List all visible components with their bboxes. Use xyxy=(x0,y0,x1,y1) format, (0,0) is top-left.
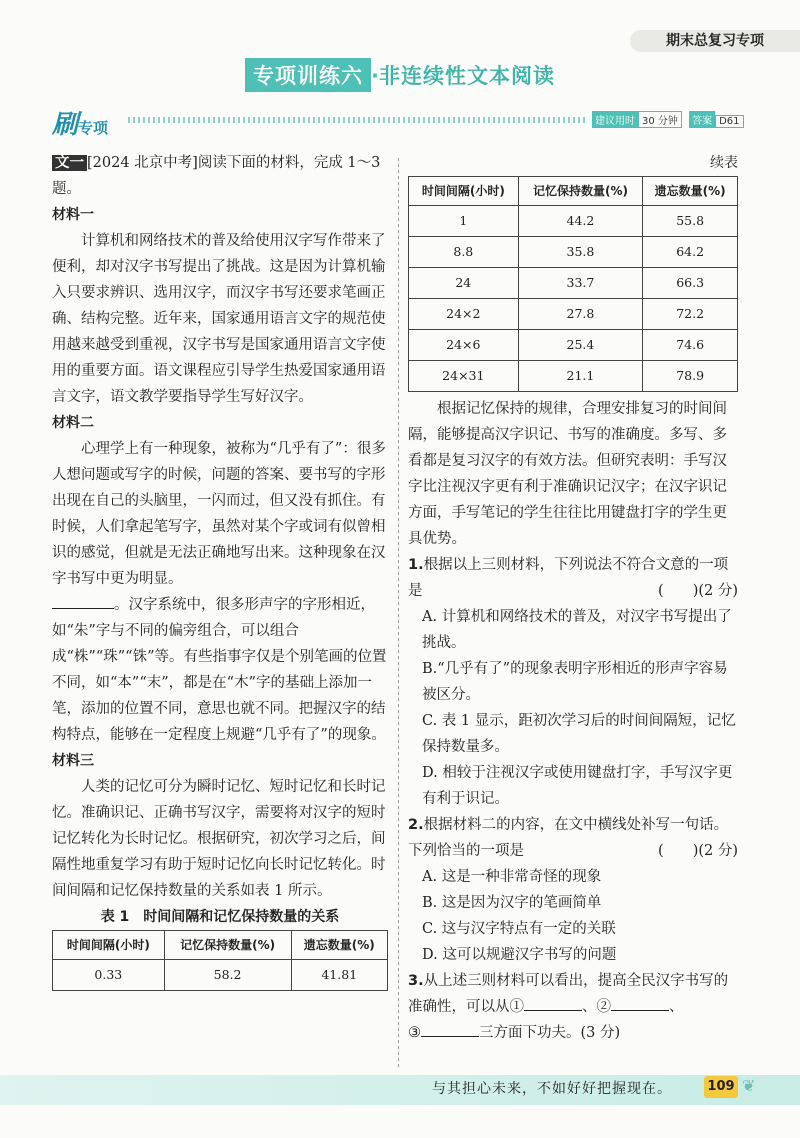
intro-text: [2024 北京中考]阅读下面的材料，完成 1～3 题。 xyxy=(52,155,381,197)
time-value: 30 分钟 xyxy=(638,111,682,128)
q1-option-a[interactable]: A. 计算机和网络技术的普及，对汉字书写提出了挑战。 xyxy=(422,609,732,651)
question-number: 3. xyxy=(408,973,424,989)
table-cell: 1 xyxy=(409,206,519,237)
table-header: 记忆保持数量(%) xyxy=(164,931,291,960)
table-row xyxy=(409,361,738,392)
column-divider xyxy=(398,158,399,1068)
material2-text-b-body: 。汉字系统中，很多形声字的字形相近，如“朱”字与不同的偏旁组合，可以组合成“株”“珠”“铢”等。有些指事字仅是个别笔画的位置不同，如“本”“末”，都是在“木”字的基础上添加一笔，添加的位置不同，意思也就不同。把握汉字的结构特点，能够在一定程度上规避“几乎有了”的现象。 xyxy=(52,597,387,743)
table-header: 记忆保持数量(%) xyxy=(518,177,643,206)
table-cell: 21.1 xyxy=(518,361,643,392)
table-cell: 24×2 xyxy=(409,299,519,330)
intro xyxy=(52,150,388,202)
answer-page: D61 xyxy=(715,115,743,128)
material1-text: 计算机和网络技术的普及给使用汉字写作带来了便利，却对汉字书写提出了挑战。这是因为计算机输入只要求辨识、选用汉字，而汉字书写还要求笔画正确、结构完整。近年来，国家通用语言文字的规范使用越来越受到重视，汉字书写是国家通用语言文字使用的重要方面。语文课程应引导学生热爱国家通用语言文字，语文教学要指导学生写好汉字。 xyxy=(52,233,386,405)
table-cell: 25.4 xyxy=(518,330,643,361)
table-cell: 41.81 xyxy=(291,960,387,991)
question-number: 1. xyxy=(408,557,424,573)
table-cell: 78.9 xyxy=(643,361,738,392)
q2-option-b[interactable]: B. 这是因为汉字的笔画简单 xyxy=(422,895,602,911)
table-row xyxy=(409,237,738,268)
question-3 xyxy=(408,968,738,1046)
table-cell: 33.7 xyxy=(518,268,643,299)
material2-text-a: 心理学上有一种现象，被称为“几乎有了”：很多人想问题或写字的时候，问题的答案、要书写的字形出现在自己的头脑里，一闪而过，但又没有抓住。有时候，人们拿起笔写字，虽然对某个字或词有似曾相识的感觉，但就是无法正确地写出来。这种现象在汉字书写中更为明显。 xyxy=(52,441,386,587)
fill-blank-line xyxy=(52,592,114,609)
time-label: 建议用时 xyxy=(592,111,638,128)
table-row xyxy=(409,206,738,237)
material2-title: 材料二 xyxy=(52,415,94,431)
question-1 xyxy=(408,552,738,604)
question-text: ③ xyxy=(408,1025,421,1041)
answer-blank-3[interactable] xyxy=(421,1020,479,1037)
material2-text-b xyxy=(52,592,388,748)
question-score: ( )(2 分) xyxy=(658,583,738,599)
table-cell: 66.3 xyxy=(643,268,738,299)
table-cell: 72.2 xyxy=(643,299,738,330)
question-2 xyxy=(408,812,738,864)
table-cell: 44.2 xyxy=(518,206,643,237)
question-number: 2. xyxy=(408,817,424,833)
left-column xyxy=(52,150,388,991)
table-caption: 表 1 时间间隔和记忆保持数量的关系 xyxy=(100,909,340,925)
title-part2: 非连续性文本阅读 xyxy=(378,64,555,88)
q2-option-a[interactable]: A. 这是一种非常奇怪的现象 xyxy=(422,869,602,885)
time-suggestion xyxy=(592,111,744,128)
table-cell: 58.2 xyxy=(164,960,291,991)
brand-main: 刷 xyxy=(52,110,79,140)
table-cell: 27.8 xyxy=(518,299,643,330)
material3-text: 人类的记忆可分为瞬时记忆、短时记忆和长时记忆。准确识记、正确书写汉字，需要将对汉字的短时记忆转化为长时记忆。根据研究，初次学习之后，间隔性地重复学习有助于短时记忆向长时记忆转化。时间间隔和记忆保持数量的关系如表 1 所示。 xyxy=(52,779,386,899)
answer-blank-1[interactable] xyxy=(524,994,582,1011)
table-row xyxy=(53,960,388,991)
table-row xyxy=(409,330,738,361)
page-number: 109 xyxy=(704,1076,738,1098)
intro-tag: 文一 xyxy=(52,155,87,171)
table-header: 时间间隔(小时) xyxy=(53,931,165,960)
table1-part2 xyxy=(408,176,738,392)
table1-part1 xyxy=(52,930,388,991)
table-cell: 35.8 xyxy=(518,237,643,268)
material1-title: 材料一 xyxy=(52,207,94,223)
question-text: 根据材料二的内容，在文中横线处补写一句话。下列恰当的一项是 xyxy=(408,817,729,859)
brand-sub: 专项 xyxy=(78,119,109,137)
q2-option-d[interactable]: D. 这可以规避汉字书写的问题 xyxy=(422,947,617,963)
table-cell: 74.6 xyxy=(643,330,738,361)
right-column xyxy=(408,150,738,1046)
question-text: 、② xyxy=(582,999,611,1015)
section-tab: 期末总复习专项 xyxy=(630,30,800,52)
material3-title: 材料三 xyxy=(52,753,94,769)
question-text: 从上述三则材料可以看出，提高全民汉字书写的准确性，可以从① xyxy=(408,973,729,1015)
title-sep: · xyxy=(371,64,379,88)
footer-motto: 与其担心未来，不如好好把握现在。 xyxy=(432,1081,672,1097)
q1-option-b[interactable]: B.“几乎有了”的现象表明字形相近的形声字容易被区分。 xyxy=(422,661,728,703)
footer-band xyxy=(0,1075,800,1105)
question-score: ( )(2 分) xyxy=(658,843,738,859)
question-text: 根据以上三则材料，下列说法不符合文意的一项是 xyxy=(408,557,729,599)
question-text: 三方面下功夫。(3 分) xyxy=(479,1025,621,1041)
q2-option-c[interactable]: C. 这与汉字特点有一定的关联 xyxy=(422,921,616,937)
table-header: 时间间隔(小时) xyxy=(409,177,519,206)
dotted-divider xyxy=(128,117,586,123)
table-cell: 55.8 xyxy=(643,206,738,237)
answer-blank-2[interactable] xyxy=(611,994,669,1011)
leaf-icon: ❦ xyxy=(742,1076,756,1095)
material3-conclusion: 根据记忆保持的规律，合理安排复习的时间间隔，能够提高汉字识记、书写的准确度。多写、多看都是复习汉字的有效方法。但研究表明：手写汉字比注视汉字更有利于准确识记汉字；在汉字识记方面，手写笔记的学生往往比用键盘打字的学生更具优势。 xyxy=(408,401,727,547)
q1-option-d[interactable]: D. 相较于注视汉字或使用键盘打字，手写汉字更有利于识记。 xyxy=(422,765,733,807)
title-part1: 专项训练六 xyxy=(245,58,371,92)
answer-label: 答案 xyxy=(689,111,715,128)
table-cell: 24×6 xyxy=(409,330,519,361)
q1-option-c[interactable]: C. 表 1 显示，距初次学习后的时间间隔短，记忆保持数量多。 xyxy=(422,713,736,755)
question-text: 、 xyxy=(669,999,684,1015)
page-title xyxy=(0,58,800,92)
table-cell: 24 xyxy=(409,268,519,299)
table-continued: 续表 xyxy=(710,155,738,171)
table-cell: 8.8 xyxy=(409,237,519,268)
table-row xyxy=(409,268,738,299)
table-cell: 0.33 xyxy=(53,960,165,991)
table-header: 遗忘数量(%) xyxy=(291,931,387,960)
table-cell: 24×31 xyxy=(409,361,519,392)
table-row xyxy=(409,299,738,330)
table-cell: 64.2 xyxy=(643,237,738,268)
table-header: 遗忘数量(%) xyxy=(643,177,738,206)
brand-logo xyxy=(52,104,108,141)
